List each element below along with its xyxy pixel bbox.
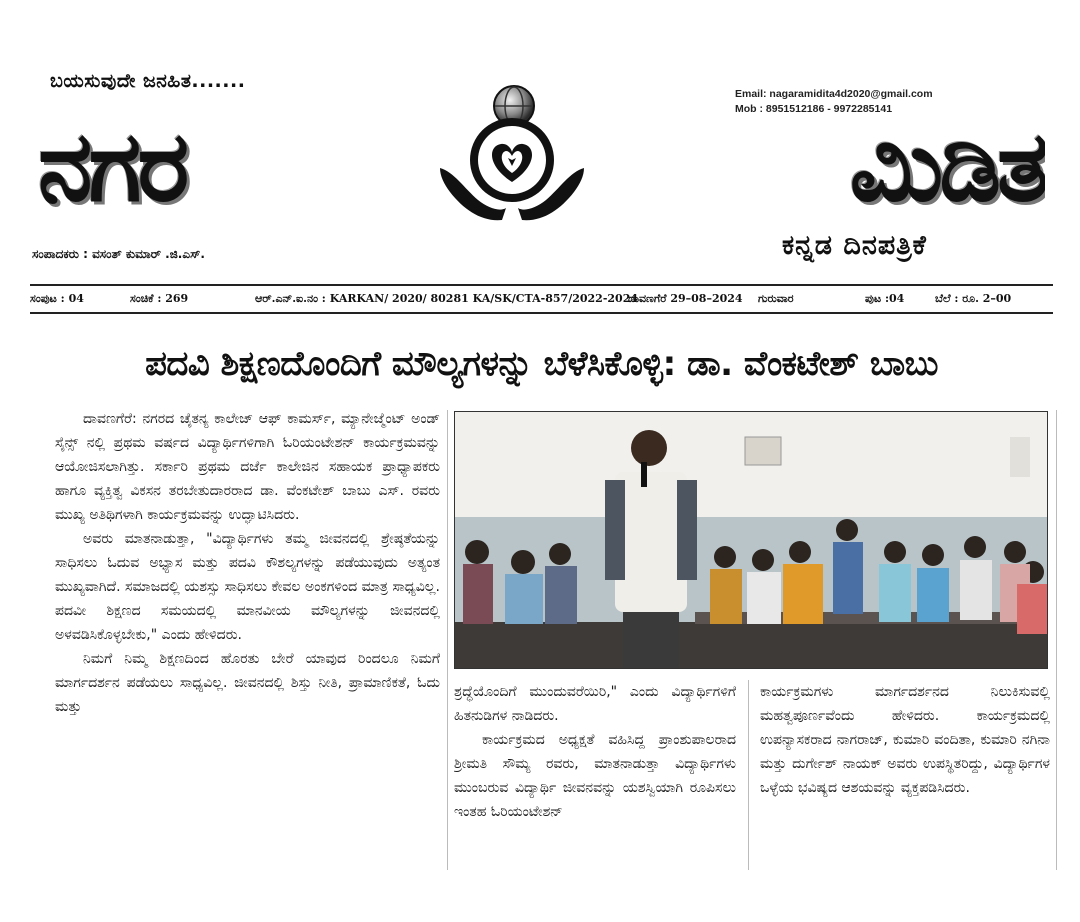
article-paragraph: ದಾವಣಗೆರೆ: ನಗರದ ಚೈತನ್ಯ ಕಾಲೇಜ್ ಆಫ್ ಕಾಮರ್ಸ್, ಮ್ಯಾನೇಜ್ಮೆಂಟ್ ಅಂಡ್ ಸೈನ್ಸ್ ನಲ್ಲಿ ಪ್ರಥಮ ವರ್ಷದ ವಿದ್ಯಾರ್ಥಿಗಳಿಗಾಗಿ ಓರಿಯಂಟೇಶನ್ ಕಾರ್ಯಕ್ರಮವನ್ನು ಆಯೋಜಿಸಲಾಗಿತ್ತು. ಸರ್ಕಾರಿ ಪ್ರಥಮ ದರ್ಜೆ ಕಾಲೇಜಿನ ಸಹಾಯಕ ಪ್ರಾಧ್ಯಾಪಕರು ಹಾಗೂ ವ್ಯಕ್ತಿತ್ವ ವಿಕಸನ ತರಬೇತುದಾರರಾದ ಡಾ. ವೆಂಕಟೇಶ್ ಬಾಬು ಎಸ್. ರವರು ಮುಖ್ಯ ಅತಿಥಿಗಳಾಗಿ ಕಾರ್ಯಕ್ರಮವನ್ನು ಉದ್ಘಾಟಿಸಿದರು.	[55, 411, 440, 523]
masthead-subtitle: ಕನ್ನಡ ದಿನಪತ್ರಿಕೆ	[782, 230, 927, 261]
issue-number: ಸಂಚಿಕೆ : 269	[130, 292, 189, 305]
article-photo	[454, 411, 1048, 669]
article-column-3	[760, 680, 1050, 870]
masthead-tagline: ಬಯಸುವುದೇ ಜನಹಿತ.......	[50, 70, 246, 92]
column-divider	[748, 680, 749, 870]
article-paragraph: ನಿಮಗೆ ನಿಮ್ಮ ಶಿಕ್ಷಣದಿಂದ ಹೊರತು ಬೇರೆ ಯಾವುದ ರಿಂದಲೂ ನಿಮಗೆ ಮಾರ್ಗದರ್ಶನ ಪಡೆಯಲು ಸಾಧ್ಯವಿಲ್ಲ. ಜೀವನದಲ್ಲಿ ಶಿಸ್ತು ನೀತಿ, ಪ್ರಾಮಾಣಿಕತೆ, ಓದು ಮತ್ತು	[55, 651, 440, 715]
masthead-title-left: ನಗರ	[38, 110, 186, 224]
article-headline: ಪದವಿ ಶಿಕ್ಷಣದೊಂದಿಗೆ ಮೌಲ್ಯಗಳನ್ನು ಬೆಳೆಸಿಕೊಳ್ಳಿ: ಡಾ. ವೆಂಕಟೇಶ್ ಬಾಬು	[145, 344, 938, 384]
globe-hands-logo-icon	[432, 80, 592, 230]
volume-number: ಸಂಪುಟ : 04	[30, 292, 84, 305]
article-paragraph: ಶ್ರದ್ಧೆಯೊಂದಿಗೆ ಮುಂದುವರೆಯಿರಿ," ಎಂದು ವಿದ್ಯಾರ್ಥಿಗಳಿಗೆ ಹಿತನುಡಿಗಳ ನಾಡಿದರು.	[454, 684, 736, 724]
article-column-1	[55, 407, 440, 867]
registration-number: ಆರ್.ಎನ್.ಐ.ನಂ : KARKAN/ 2020/ 80281 KA/SK/CTA-857/2022-2024	[255, 292, 639, 305]
masthead-title-right: ಮಿಡಿತ	[849, 110, 1045, 224]
article-paragraph: ಕಾರ್ಯಕ್ರಮದ ಅಧ್ಯಕ್ಷತೆ ವಹಿಸಿದ್ದ ಪ್ರಾಂಶುಪಾಲರಾದ ಶ್ರೀಮತಿ ಸೌಮ್ಯ ರವರು, ಮಾತನಾಡುತ್ತಾ ವಿದ್ಯಾರ್ಥಿಗಳು ಮುಂಬರುವ ವಿದ್ಯಾರ್ಥಿ ಜೀವನವನ್ನು ಯಶಸ್ವಿಯಾಗಿ ರೂಪಿಸಲು ಇಂತಹ ಓರಿಯಂಟೇಶನ್	[454, 732, 736, 820]
editor-credit: ಸಂಪಾದಕರು : ವಸಂತ್ ಕುಮಾರ್ .ಜಿ.ಎಸ್.	[32, 247, 205, 261]
weekday: ಗುರುವಾರ	[758, 292, 794, 305]
place-date: ದಾವಣಗೆರೆ 29–08–2024	[628, 292, 743, 305]
mobile-text: Mob : 8951512186 - 9972285141	[735, 103, 893, 115]
page-count: ಪುಟ :04	[865, 292, 905, 305]
issue-info-bar	[30, 290, 1053, 310]
article-column-2	[454, 680, 736, 870]
info-bar-top-rule	[30, 284, 1053, 286]
article-paragraph: ಅವರು ಮಾತನಾಡುತ್ತಾ, "ವಿದ್ಯಾರ್ಥಿಗಳು ತಮ್ಮ ಜೀವನದಲ್ಲಿ ಶ್ರೇಷ್ಠತೆಯನ್ನು ಸಾಧಿಸಲು ಓದುವ ಅಭ್ಯಾಸ ಮತ್ತು ಪದವಿ ಕೌಶಲ್ಯಗಳನ್ನು ಪಡೆಯುವುದು ಅತ್ಯಂತ ಮುಖ್ಯವಾಗಿದೆ. ಸಮಾಜದಲ್ಲಿ ಯಶಸ್ಸು ಸಾಧಿಸಲು ಕೇವಲ ಅಂಕಗಳಿಂದ ಮಾತ್ರ ಸಾಧ್ಯವಿಲ್ಲ. ಪದವೀ ಶಿಕ್ಷಣದ ಸಮಯದಲ್ಲಿ ಮಾನವೀಯ ಮೌಲ್ಯಗಳನ್ನು ಜೀವನದಲ್ಲಿ ಅಳವಡಿಸಿಕೊಳ್ಳಬೇಕು," ಎಂದು ಹೇಳಿದರು.	[55, 531, 440, 643]
price: ಬೆಲೆ : ರೂ. 2–00	[935, 292, 1012, 305]
classroom-photo-illustration	[455, 412, 1047, 668]
info-bar-bottom-rule	[30, 312, 1053, 314]
email-text: Email: nagaramidita4d2020@gmail.com	[735, 88, 933, 100]
article-paragraph: ಕಾರ್ಯಕ್ರಮಗಳು ಮಾರ್ಗದರ್ಶನದ ನಿಲುಕಿಸುವಲ್ಲಿ ಮಹತ್ವಪೂರ್ಣವೆಂದು ಹೇಳಿದರು. ಕಾರ್ಯಕ್ರಮದಲ್ಲಿ ಉಪನ್ಯಾಸಕರಾದ ನಾಗರಾಜ್, ಕುಮಾರಿ ವಂದಿತಾ, ಕುಮಾರಿ ನಗಿನಾ ಮತ್ತು ದುರ್ಗೇಶ್ ನಾಯಕ್ ಅವರು ಉಪಸ್ಥಿತರಿದ್ದು, ವಿದ್ಯಾರ್ಥಿಗಳ ಒಳ್ಳೆಯ ಭವಿಷ್ಯದ ಆಶಯವನ್ನು ವ್ಯಕ್ತಪಡಿಸಿದರು.	[760, 684, 1050, 796]
column-divider	[1056, 410, 1057, 870]
column-divider	[447, 410, 448, 870]
newspaper-logo	[432, 80, 592, 230]
